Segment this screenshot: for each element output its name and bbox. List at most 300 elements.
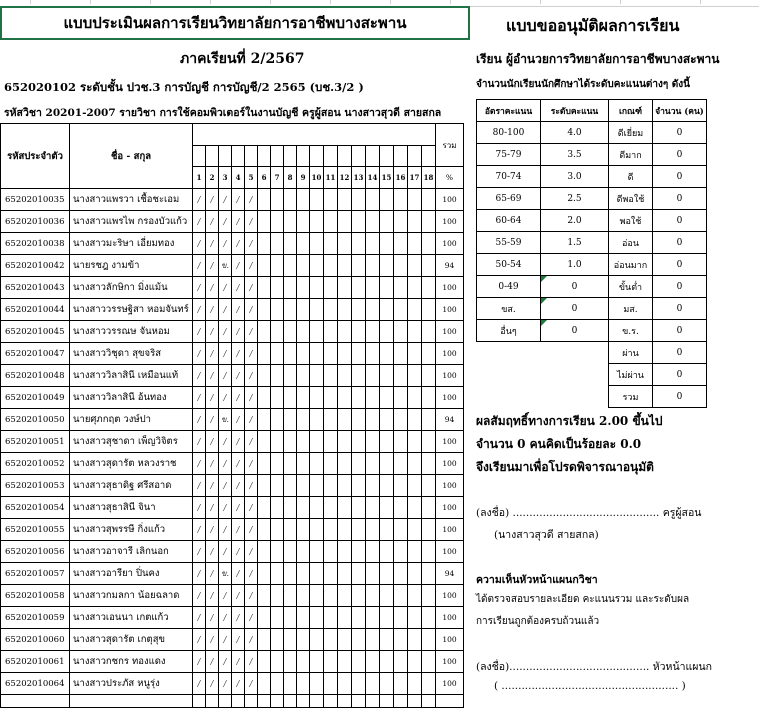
attendance-cell[interactable]	[338, 343, 352, 365]
grade-level[interactable]: 1.5	[541, 232, 609, 254]
attendance-cell[interactable]: /	[193, 629, 206, 651]
attendance-cell[interactable]	[258, 497, 271, 519]
week-blank-cell[interactable]	[193, 146, 206, 167]
week-blank-cell[interactable]	[408, 146, 422, 167]
student-id[interactable]: 65202010045	[1, 321, 70, 343]
week-blank-cell[interactable]	[366, 146, 380, 167]
attendance-cell[interactable]	[258, 475, 271, 497]
attendance-cell[interactable]	[366, 629, 380, 651]
attendance-cell[interactable]	[352, 519, 366, 541]
attendance-cell[interactable]	[394, 299, 408, 321]
attendance-cell[interactable]	[284, 277, 297, 299]
student-name[interactable]: นางสาววรรษฐิสา หอมจันทร์	[70, 299, 193, 321]
student-id[interactable]: 65202010050	[1, 409, 70, 431]
summary-count[interactable]: 0	[653, 364, 707, 386]
empty-cell[interactable]	[232, 695, 245, 708]
attendance-cell[interactable]	[422, 343, 436, 365]
attendance-cell[interactable]: /	[206, 673, 219, 695]
grade-count[interactable]: 0	[653, 254, 707, 276]
attendance-cell[interactable]	[297, 409, 310, 431]
attendance-cell[interactable]: /	[206, 211, 219, 233]
attendance-cell[interactable]	[324, 387, 338, 409]
attendance-cell[interactable]	[394, 651, 408, 673]
empty-cell[interactable]	[324, 695, 338, 708]
attendance-cell[interactable]	[258, 651, 271, 673]
attendance-cell[interactable]	[408, 585, 422, 607]
empty-cell[interactable]	[271, 695, 284, 708]
attendance-cell[interactable]: /	[193, 189, 206, 211]
attendance-cell[interactable]	[352, 607, 366, 629]
attendance-cell[interactable]	[338, 431, 352, 453]
attendance-cell[interactable]	[271, 519, 284, 541]
attendance-percent[interactable]: 100	[436, 475, 464, 497]
grade-level[interactable]: 0	[541, 320, 609, 342]
attendance-cell[interactable]	[310, 475, 324, 497]
attendance-cell[interactable]: /	[232, 409, 245, 431]
attendance-cell[interactable]: /	[245, 585, 258, 607]
attendance-cell[interactable]	[297, 299, 310, 321]
attendance-cell[interactable]	[366, 233, 380, 255]
grade-count[interactable]: 0	[653, 276, 707, 298]
attendance-cell[interactable]	[394, 321, 408, 343]
attendance-cell[interactable]	[310, 431, 324, 453]
student-id[interactable]: 65202010055	[1, 519, 70, 541]
attendance-cell[interactable]	[258, 343, 271, 365]
attendance-cell[interactable]: /	[245, 607, 258, 629]
attendance-cell[interactable]: /	[232, 563, 245, 585]
attendance-cell[interactable]: /	[245, 475, 258, 497]
student-id[interactable]: 65202010060	[1, 629, 70, 651]
attendance-cell[interactable]: /	[206, 497, 219, 519]
empty-cell[interactable]	[394, 695, 408, 708]
attendance-cell[interactable]	[284, 321, 297, 343]
attendance-cell[interactable]	[422, 585, 436, 607]
student-id[interactable]: 65202010056	[1, 541, 70, 563]
attendance-cell[interactable]	[258, 431, 271, 453]
attendance-cell[interactable]	[258, 541, 271, 563]
attendance-cell[interactable]	[338, 409, 352, 431]
student-name[interactable]: นางสาวอารียา ปิ่นคง	[70, 563, 193, 585]
attendance-cell[interactable]	[380, 365, 394, 387]
grade-criteria[interactable]: อ่อนมาก	[609, 254, 653, 276]
grade-count[interactable]: 0	[653, 144, 707, 166]
attendance-cell[interactable]	[297, 365, 310, 387]
student-name[interactable]: นางสาวสุดารัต หลวงราช	[70, 453, 193, 475]
attendance-cell[interactable]: /	[232, 453, 245, 475]
attendance-cell[interactable]	[422, 607, 436, 629]
attendance-cell[interactable]	[366, 453, 380, 475]
attendance-cell[interactable]	[271, 189, 284, 211]
week-blank-cell[interactable]	[380, 146, 394, 167]
student-id[interactable]: 65202010048	[1, 365, 70, 387]
attendance-cell[interactable]	[258, 673, 271, 695]
attendance-cell[interactable]	[310, 519, 324, 541]
attendance-cell[interactable]	[422, 321, 436, 343]
attendance-cell[interactable]: /	[206, 475, 219, 497]
empty-cell[interactable]	[338, 695, 352, 708]
empty-cell[interactable]	[219, 695, 232, 708]
attendance-cell[interactable]: /	[193, 519, 206, 541]
attendance-cell[interactable]: /	[193, 475, 206, 497]
student-id[interactable]: 65202010053	[1, 475, 70, 497]
attendance-cell[interactable]	[297, 651, 310, 673]
attendance-cell[interactable]: /	[193, 255, 206, 277]
attendance-cell[interactable]: /	[219, 277, 232, 299]
attendance-cell[interactable]: /	[206, 277, 219, 299]
attendance-cell[interactable]: /	[245, 541, 258, 563]
attendance-cell[interactable]	[408, 673, 422, 695]
student-name[interactable]: นางสาวแพรวา เชื้อชะเอม	[70, 189, 193, 211]
attendance-percent[interactable]: 100	[436, 211, 464, 233]
attendance-cell[interactable]: /	[245, 673, 258, 695]
attendance-cell[interactable]	[324, 409, 338, 431]
attendance-cell[interactable]	[366, 343, 380, 365]
grade-count[interactable]: 0	[653, 320, 707, 342]
attendance-cell[interactable]	[324, 321, 338, 343]
attendance-cell[interactable]	[297, 255, 310, 277]
attendance-cell[interactable]	[297, 673, 310, 695]
attendance-cell[interactable]	[324, 211, 338, 233]
attendance-cell[interactable]: /	[206, 541, 219, 563]
empty-cell[interactable]	[380, 695, 394, 708]
attendance-cell[interactable]	[338, 365, 352, 387]
attendance-cell[interactable]: /	[232, 497, 245, 519]
attendance-cell[interactable]	[297, 321, 310, 343]
attendance-cell[interactable]	[310, 497, 324, 519]
attendance-cell[interactable]	[352, 673, 366, 695]
grade-criteria[interactable]: ดี	[609, 166, 653, 188]
attendance-cell[interactable]	[380, 607, 394, 629]
grade-count[interactable]: 0	[653, 122, 707, 144]
attendance-cell[interactable]	[258, 365, 271, 387]
attendance-cell[interactable]	[258, 189, 271, 211]
grade-criteria[interactable]: พอใช้	[609, 210, 653, 232]
attendance-cell[interactable]: /	[232, 343, 245, 365]
attendance-cell[interactable]	[338, 585, 352, 607]
attendance-cell[interactable]	[394, 387, 408, 409]
attendance-cell[interactable]	[271, 233, 284, 255]
attendance-percent[interactable]: 100	[436, 651, 464, 673]
attendance-cell[interactable]: /	[193, 409, 206, 431]
attendance-cell[interactable]	[380, 277, 394, 299]
week-blank-cell[interactable]	[219, 146, 232, 167]
empty-cell[interactable]	[408, 695, 422, 708]
attendance-cell[interactable]: /	[206, 387, 219, 409]
week-blank-cell[interactable]	[394, 146, 408, 167]
week-blank-cell[interactable]	[284, 146, 297, 167]
attendance-cell[interactable]	[284, 387, 297, 409]
attendance-cell[interactable]	[271, 321, 284, 343]
attendance-cell[interactable]	[394, 519, 408, 541]
attendance-cell[interactable]	[284, 629, 297, 651]
attendance-cell[interactable]: /	[193, 299, 206, 321]
attendance-cell[interactable]: /	[232, 387, 245, 409]
attendance-cell[interactable]	[297, 629, 310, 651]
attendance-cell[interactable]	[284, 233, 297, 255]
attendance-cell[interactable]	[284, 431, 297, 453]
attendance-percent[interactable]: 100	[436, 233, 464, 255]
attendance-cell[interactable]	[422, 255, 436, 277]
student-name[interactable]: นางสาวสุพรรษี กิ่งแก้ว	[70, 519, 193, 541]
attendance-cell[interactable]: /	[193, 365, 206, 387]
attendance-cell[interactable]	[271, 453, 284, 475]
attendance-cell[interactable]: /	[245, 321, 258, 343]
attendance-cell[interactable]: /	[219, 607, 232, 629]
student-name[interactable]: นางสาวมะริษา เอี่ยมทอง	[70, 233, 193, 255]
attendance-cell[interactable]	[408, 211, 422, 233]
summary-count[interactable]: 0	[653, 342, 707, 364]
attendance-cell[interactable]	[258, 255, 271, 277]
attendance-cell[interactable]	[380, 673, 394, 695]
attendance-cell[interactable]	[297, 541, 310, 563]
grade-criteria[interactable]: มส.	[609, 298, 653, 320]
attendance-cell[interactable]	[408, 651, 422, 673]
student-id[interactable]: 65202010051	[1, 431, 70, 453]
attendance-cell[interactable]	[408, 343, 422, 365]
attendance-cell[interactable]	[408, 431, 422, 453]
attendance-cell[interactable]: /	[245, 497, 258, 519]
attendance-cell[interactable]	[271, 607, 284, 629]
attendance-cell[interactable]: /	[206, 563, 219, 585]
attendance-cell[interactable]: /	[193, 673, 206, 695]
student-id[interactable]: 65202010035	[1, 189, 70, 211]
attendance-cell[interactable]	[271, 497, 284, 519]
attendance-cell[interactable]	[310, 299, 324, 321]
attendance-cell[interactable]	[408, 233, 422, 255]
attendance-cell[interactable]	[338, 453, 352, 475]
attendance-cell[interactable]	[380, 343, 394, 365]
attendance-cell[interactable]: /	[219, 189, 232, 211]
attendance-cell[interactable]	[284, 497, 297, 519]
attendance-cell[interactable]	[271, 343, 284, 365]
attendance-cell[interactable]: /	[245, 629, 258, 651]
attendance-cell[interactable]	[297, 497, 310, 519]
attendance-percent[interactable]: 100	[436, 629, 464, 651]
attendance-cell[interactable]	[324, 189, 338, 211]
attendance-cell[interactable]	[310, 651, 324, 673]
attendance-cell[interactable]: /	[232, 299, 245, 321]
attendance-cell[interactable]	[366, 431, 380, 453]
student-id[interactable]: 65202010058	[1, 585, 70, 607]
attendance-percent[interactable]: 100	[436, 387, 464, 409]
attendance-cell[interactable]	[258, 563, 271, 585]
attendance-cell[interactable]	[380, 453, 394, 475]
attendance-cell[interactable]: /	[206, 409, 219, 431]
attendance-cell[interactable]	[338, 629, 352, 651]
student-name[interactable]: นางสาวสุธาสินี จินา	[70, 497, 193, 519]
attendance-cell[interactable]: /	[219, 541, 232, 563]
attendance-cell[interactable]	[258, 585, 271, 607]
attendance-cell[interactable]	[258, 453, 271, 475]
attendance-cell[interactable]	[394, 365, 408, 387]
attendance-cell[interactable]	[352, 651, 366, 673]
attendance-cell[interactable]	[310, 673, 324, 695]
grade-range[interactable]: 60-64	[477, 210, 541, 232]
attendance-cell[interactable]: /	[245, 277, 258, 299]
student-name[interactable]: นางสาววิชุดา สุขจริส	[70, 343, 193, 365]
grade-level[interactable]: 2.5	[541, 188, 609, 210]
attendance-cell[interactable]	[338, 563, 352, 585]
summary-label[interactable]: ผ่าน	[609, 342, 653, 364]
attendance-cell[interactable]	[271, 299, 284, 321]
summary-count[interactable]: 0	[653, 386, 707, 408]
grade-range[interactable]: 80-100	[477, 122, 541, 144]
attendance-cell[interactable]: /	[206, 651, 219, 673]
week-blank-cell[interactable]	[338, 146, 352, 167]
attendance-cell[interactable]: /	[193, 431, 206, 453]
attendance-cell[interactable]	[408, 629, 422, 651]
attendance-cell[interactable]	[352, 343, 366, 365]
grade-count[interactable]: 0	[653, 298, 707, 320]
attendance-cell[interactable]: /	[193, 651, 206, 673]
attendance-cell[interactable]	[310, 563, 324, 585]
attendance-cell[interactable]	[366, 255, 380, 277]
attendance-cell[interactable]: /	[219, 321, 232, 343]
attendance-cell[interactable]	[271, 585, 284, 607]
attendance-cell[interactable]	[352, 277, 366, 299]
attendance-cell[interactable]	[271, 629, 284, 651]
grade-range[interactable]: อื่นๆ	[477, 320, 541, 342]
attendance-cell[interactable]	[352, 497, 366, 519]
attendance-cell[interactable]: /	[206, 519, 219, 541]
student-name[interactable]: นางสาวอาจารี เลิกนอก	[70, 541, 193, 563]
attendance-cell[interactable]	[366, 387, 380, 409]
summary-label[interactable]: ไม่ผ่าน	[609, 364, 653, 386]
attendance-cell[interactable]	[324, 585, 338, 607]
student-id[interactable]: 65202010047	[1, 343, 70, 365]
student-name[interactable]: นางสาวแพรไพ กรองบัวแก้ว	[70, 211, 193, 233]
student-name[interactable]: นางสาววิลาสินี เหมือนแท้	[70, 365, 193, 387]
attendance-cell[interactable]	[258, 607, 271, 629]
attendance-cell[interactable]: /	[206, 585, 219, 607]
attendance-cell[interactable]	[408, 321, 422, 343]
attendance-cell[interactable]	[284, 453, 297, 475]
attendance-percent[interactable]: 100	[436, 497, 464, 519]
student-id[interactable]: 65202010061	[1, 651, 70, 673]
attendance-cell[interactable]	[422, 563, 436, 585]
attendance-cell[interactable]	[324, 629, 338, 651]
attendance-cell[interactable]	[408, 189, 422, 211]
attendance-cell[interactable]	[366, 409, 380, 431]
empty-cell[interactable]	[436, 695, 464, 708]
student-name[interactable]: นางสาวเอนนา เกตแก้ว	[70, 607, 193, 629]
attendance-cell[interactable]	[284, 475, 297, 497]
grade-level[interactable]: 1.0	[541, 254, 609, 276]
attendance-cell[interactable]	[271, 475, 284, 497]
attendance-cell[interactable]	[297, 233, 310, 255]
attendance-cell[interactable]	[258, 299, 271, 321]
attendance-cell[interactable]	[366, 475, 380, 497]
attendance-percent[interactable]: 94	[436, 409, 464, 431]
attendance-cell[interactable]: /	[219, 343, 232, 365]
attendance-cell[interactable]: /	[206, 343, 219, 365]
grade-level[interactable]: 3.5	[541, 144, 609, 166]
attendance-cell[interactable]	[338, 519, 352, 541]
attendance-cell[interactable]	[284, 563, 297, 585]
student-name[interactable]: นางสาวสุธาดิฐ ศรีสอาด	[70, 475, 193, 497]
attendance-cell[interactable]	[258, 233, 271, 255]
attendance-cell[interactable]	[422, 497, 436, 519]
attendance-cell[interactable]	[380, 475, 394, 497]
attendance-cell[interactable]	[297, 519, 310, 541]
attendance-cell[interactable]	[258, 387, 271, 409]
attendance-cell[interactable]	[366, 519, 380, 541]
student-id[interactable]: 65202010064	[1, 673, 70, 695]
empty-cell[interactable]	[245, 695, 258, 708]
attendance-cell[interactable]	[258, 409, 271, 431]
attendance-percent[interactable]: 100	[436, 321, 464, 343]
attendance-cell[interactable]: /	[232, 365, 245, 387]
attendance-cell[interactable]	[338, 299, 352, 321]
attendance-cell[interactable]	[284, 651, 297, 673]
attendance-cell[interactable]: /	[206, 189, 219, 211]
attendance-cell[interactable]: /	[219, 233, 232, 255]
attendance-cell[interactable]	[394, 431, 408, 453]
attendance-cell[interactable]	[338, 255, 352, 277]
attendance-cell[interactable]	[422, 629, 436, 651]
grade-level[interactable]: 2.0	[541, 210, 609, 232]
attendance-cell[interactable]	[352, 233, 366, 255]
attendance-cell[interactable]: /	[193, 607, 206, 629]
attendance-cell[interactable]	[366, 673, 380, 695]
attendance-cell[interactable]	[284, 189, 297, 211]
attendance-cell[interactable]: /	[232, 585, 245, 607]
attendance-cell[interactable]: /	[232, 431, 245, 453]
empty-cell[interactable]	[284, 695, 297, 708]
student-name[interactable]: นายศุภกฤต วงษ์ปา	[70, 409, 193, 431]
attendance-cell[interactable]	[271, 541, 284, 563]
student-id[interactable]: 65202010059	[1, 607, 70, 629]
attendance-cell[interactable]	[324, 431, 338, 453]
attendance-cell[interactable]	[297, 343, 310, 365]
attendance-cell[interactable]: /	[232, 651, 245, 673]
attendance-cell[interactable]	[284, 541, 297, 563]
attendance-cell[interactable]	[422, 453, 436, 475]
student-name[interactable]: นางสาววรรณษ จันหอม	[70, 321, 193, 343]
attendance-cell[interactable]	[324, 475, 338, 497]
attendance-cell[interactable]	[422, 189, 436, 211]
attendance-cell[interactable]	[297, 387, 310, 409]
attendance-cell[interactable]: /	[219, 519, 232, 541]
attendance-cell[interactable]	[422, 673, 436, 695]
attendance-cell[interactable]	[394, 497, 408, 519]
attendance-cell[interactable]	[394, 211, 408, 233]
attendance-cell[interactable]	[394, 475, 408, 497]
attendance-cell[interactable]	[380, 541, 394, 563]
student-name[interactable]: นางสาวกชกร ทองแดง	[70, 651, 193, 673]
student-name[interactable]: นางสาวกมลกา น้อยฉลาด	[70, 585, 193, 607]
attendance-cell[interactable]	[394, 277, 408, 299]
attendance-cell[interactable]	[408, 563, 422, 585]
attendance-cell[interactable]	[310, 277, 324, 299]
empty-cell[interactable]	[70, 695, 193, 708]
week-blank-cell[interactable]	[422, 146, 436, 167]
attendance-cell[interactable]	[310, 387, 324, 409]
attendance-cell[interactable]	[324, 343, 338, 365]
grade-count[interactable]: 0	[653, 166, 707, 188]
attendance-cell[interactable]: /	[206, 629, 219, 651]
attendance-cell[interactable]: /	[232, 321, 245, 343]
student-id[interactable]: 65202010036	[1, 211, 70, 233]
grade-range[interactable]: 0-49	[477, 276, 541, 298]
attendance-cell[interactable]	[324, 233, 338, 255]
attendance-cell[interactable]	[366, 497, 380, 519]
attendance-cell[interactable]	[408, 475, 422, 497]
attendance-cell[interactable]: /	[232, 233, 245, 255]
attendance-percent[interactable]: 100	[436, 277, 464, 299]
attendance-cell[interactable]	[352, 299, 366, 321]
attendance-cell[interactable]	[297, 607, 310, 629]
